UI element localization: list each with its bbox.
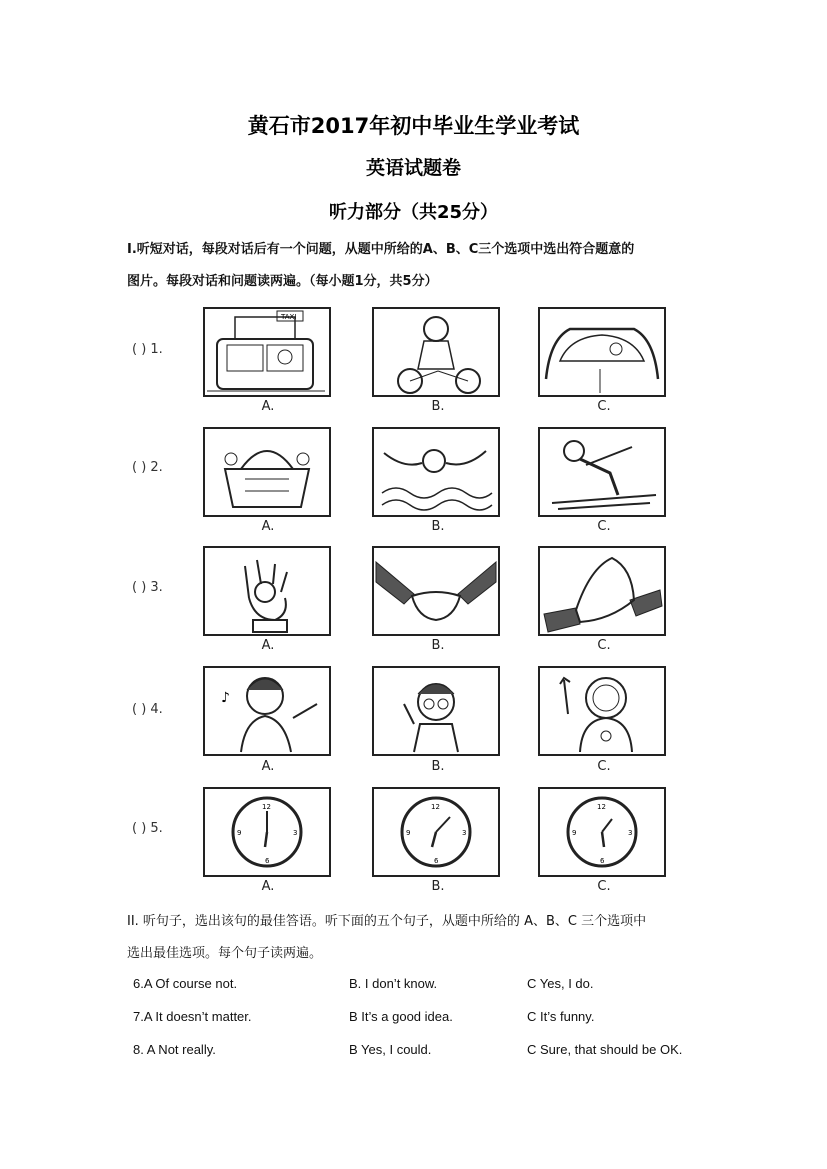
picture-option-b[interactable] — [372, 787, 500, 877]
picture-option-b[interactable] — [372, 546, 500, 636]
ok-gesture-icon — [205, 548, 329, 634]
section-title: 听力部分（共25分） — [328, 202, 499, 223]
picture-option-c[interactable] — [538, 307, 666, 397]
svg-text:3: 3 — [628, 829, 633, 837]
part1-instructions-line1: Ⅰ.听短对话，每段对话后有一个问题，从题中所给的A、B、C三个选项中选出符合题意的 — [127, 242, 635, 257]
svg-text:12: 12 — [262, 803, 271, 811]
svg-text:6: 6 — [600, 857, 605, 865]
svg-text:6: 6 — [265, 857, 270, 865]
svg-text:9: 9 — [572, 829, 577, 837]
picture-option-c[interactable] — [538, 787, 666, 877]
picnic-basket-icon — [205, 429, 329, 515]
picture-option-c[interactable] — [538, 427, 666, 517]
answer-option-b[interactable]: B Yes, I could. — [349, 1042, 432, 1057]
svg-text:♪: ♪ — [221, 690, 230, 706]
singer-icon — [205, 668, 329, 754]
clock-icon — [205, 789, 329, 875]
option-label: C. — [597, 759, 611, 774]
picture-option-a[interactable] — [203, 787, 331, 877]
clock-icon — [374, 789, 498, 875]
svg-text:3: 3 — [462, 829, 467, 837]
swimming-icon — [374, 429, 498, 515]
question-number: ( ) 1. — [132, 342, 163, 357]
picture-option-a[interactable] — [203, 307, 331, 397]
option-label: B. — [431, 519, 445, 534]
astronaut-icon — [540, 668, 664, 754]
option-label: A. — [261, 879, 275, 894]
clapping-icon — [540, 548, 664, 634]
answer-option-a[interactable]: 6.A Of course not. — [133, 976, 238, 991]
svg-text:9: 9 — [406, 829, 411, 837]
exam-title: 黄石市2017年初中毕业生学业考试 — [247, 114, 580, 138]
svg-text:6: 6 — [434, 857, 439, 865]
svg-text:12: 12 — [597, 803, 606, 811]
option-label: C. — [597, 879, 611, 894]
answer-option-c[interactable]: C Sure, that should be OK. — [527, 1042, 683, 1057]
option-label: B. — [431, 879, 445, 894]
option-label: C. — [597, 399, 611, 414]
svg-text:9: 9 — [237, 829, 242, 837]
picture-option-b[interactable] — [372, 666, 500, 756]
part1-instructions-line2: 图片。每段对话和问题读两遍。（每小题1分，共5分） — [127, 274, 438, 289]
picture-option-a[interactable] — [203, 427, 331, 517]
answer-option-b[interactable]: B. I don’t know. — [349, 976, 438, 991]
exam-subtitle: 英语试题卷 — [365, 157, 461, 179]
picture-option-c[interactable] — [538, 546, 666, 636]
picture-option-a[interactable] — [203, 546, 331, 636]
question-number: ( ) 5. — [132, 821, 163, 836]
taxi-icon — [205, 309, 329, 395]
option-label: B. — [431, 399, 445, 414]
option-label: A. — [261, 399, 275, 414]
scientist-icon — [374, 668, 498, 754]
answer-option-b[interactable]: B It’s a good idea. — [349, 1009, 453, 1024]
handshake-icon — [374, 548, 498, 634]
svg-text:TAXI: TAXI — [281, 313, 297, 321]
answer-option-a[interactable]: 7.A It doesn’t matter. — [133, 1009, 252, 1024]
svg-text:3: 3 — [293, 829, 298, 837]
picture-option-c[interactable] — [538, 666, 666, 756]
answer-option-c[interactable]: C It’s funny. — [527, 1009, 595, 1024]
skiing-icon — [540, 429, 664, 515]
question-number: ( ) 3. — [132, 580, 163, 595]
question-number: ( ) 4. — [132, 702, 163, 717]
svg-text:12: 12 — [431, 803, 440, 811]
option-label: B. — [431, 638, 445, 653]
picture-option-a[interactable] — [203, 666, 331, 756]
bicycle-icon — [374, 309, 498, 395]
part2-instructions-line1: II. 听句子，选出该句的最佳答语。听下面的五个句子，从题中所给的 A、B、C 三个选项中 — [127, 914, 647, 929]
part2-instructions-line2: 选出最佳选项。每个句子读两遍。 — [127, 946, 323, 961]
answer-option-a[interactable]: 8. A Not really. — [133, 1042, 216, 1057]
option-label: A. — [261, 519, 275, 534]
option-label: C. — [597, 638, 611, 653]
question-number: ( ) 2. — [132, 460, 163, 475]
answer-option-c[interactable]: C Yes, I do. — [527, 976, 594, 991]
option-label: A. — [261, 759, 275, 774]
option-label: C. — [597, 519, 611, 534]
picture-option-b[interactable] — [372, 307, 500, 397]
option-label: A. — [261, 638, 275, 653]
option-label: B. — [431, 759, 445, 774]
car-icon — [540, 309, 664, 395]
picture-option-b[interactable] — [372, 427, 500, 517]
clock-icon — [540, 789, 664, 875]
